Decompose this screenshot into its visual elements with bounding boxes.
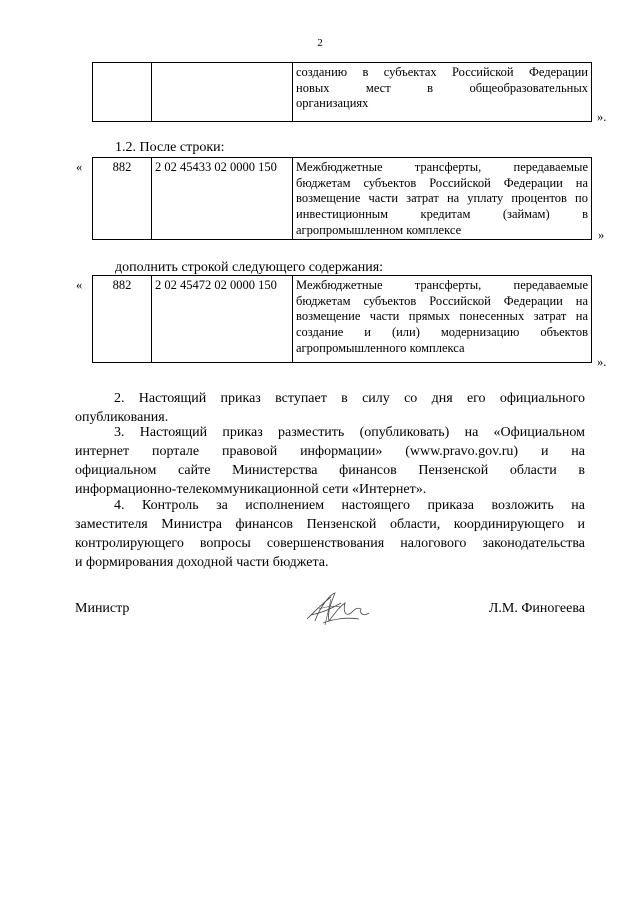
desc-line: инвестиционным кредитам (займам) в bbox=[296, 206, 588, 221]
desc-line: Межбюджетные трансферты, передаваемые bbox=[296, 278, 588, 292]
paragraph-line: опубликования. bbox=[75, 410, 169, 425]
paragraph-line: официальном сайте Министерства финансов Пензенской области в bbox=[75, 463, 585, 478]
paragraph-line: заместителя Министра финансов Пензенской области, координирующего и bbox=[75, 517, 585, 532]
close-quote-new: ». bbox=[597, 355, 607, 369]
table-existing-row bbox=[92, 157, 592, 240]
table-cell-description bbox=[293, 158, 592, 240]
table-top-continuation bbox=[92, 62, 592, 122]
desc-line: возмещение части затрат на уплату процентов по bbox=[296, 191, 588, 206]
desc-line: новых мест в общеобразовательных bbox=[296, 80, 588, 95]
paragraph-3 bbox=[75, 423, 585, 499]
desc-line: создание и (или) модернизацию объектов bbox=[296, 324, 588, 339]
paragraph-line: 4. Контроль за исполнением настоящего приказа возложить на bbox=[114, 498, 585, 513]
desc-line: возмещение части прямых понесенных затрат на bbox=[296, 309, 588, 324]
table-row bbox=[93, 276, 592, 363]
desc-line: созданию в субъектах Российской Федерации bbox=[296, 65, 588, 79]
table-cell-kbk: 2 02 45472 02 0000 150 bbox=[152, 276, 293, 363]
handwritten-signature-icon bbox=[301, 589, 381, 629]
table-cell-description bbox=[293, 276, 592, 363]
paragraph-line: контролирующего вопросы совершенствования налогового законодательства bbox=[75, 536, 585, 551]
signatory-title: Министр bbox=[75, 601, 130, 616]
close-quote-top: ». bbox=[597, 110, 607, 124]
open-quote-mid: « bbox=[76, 160, 83, 174]
paragraph-line: интернет портале правовой информации» (www.pravo.gov.ru) и на bbox=[75, 444, 585, 459]
table-row bbox=[93, 158, 592, 240]
desc-line: бюджетам субъектов Российской Федерации на bbox=[296, 175, 588, 190]
table-row bbox=[93, 63, 592, 122]
table-new-row bbox=[92, 275, 592, 363]
desc-line: Межбюджетные трансферты, передаваемые bbox=[296, 160, 588, 174]
table-cell-code: 882 bbox=[93, 158, 152, 240]
open-quote-new: « bbox=[76, 278, 83, 292]
table-cell-code bbox=[93, 63, 152, 122]
table-cell-code: 882 bbox=[93, 276, 152, 363]
section-1-2-heading: 1.2. После строки: bbox=[115, 140, 225, 155]
close-quote-mid: » bbox=[598, 228, 605, 242]
paragraph-2 bbox=[75, 389, 585, 427]
page-number: 2 bbox=[317, 37, 323, 49]
desc-line: агропромышленном комплексе bbox=[296, 222, 462, 237]
table-cell-description bbox=[293, 63, 592, 122]
desc-line: организациях bbox=[296, 96, 369, 111]
paragraph-line: информационно-телекоммуникационной сети «Интернет». bbox=[75, 482, 427, 497]
paragraph-4 bbox=[75, 496, 585, 572]
desc-line: агропромышленного комплекса bbox=[296, 340, 465, 355]
add-line-text: дополнить строкой следующего содержания: bbox=[115, 260, 384, 275]
signatory-name: Л.М. Финогеева bbox=[488, 601, 585, 616]
table-cell-kbk: 2 02 45433 02 0000 150 bbox=[152, 158, 293, 240]
desc-line: бюджетам субъектов Российской Федерации на bbox=[296, 293, 588, 308]
paragraph-line: 3. Настоящий приказ разместить (опубликовать) на «Официальном bbox=[114, 425, 585, 440]
paragraph-line: 2. Настоящий приказ вступает в силу со дня его официального bbox=[114, 391, 585, 406]
table-cell-kbk bbox=[152, 63, 293, 122]
paragraph-line: и формирования доходной части бюджета. bbox=[75, 555, 329, 570]
